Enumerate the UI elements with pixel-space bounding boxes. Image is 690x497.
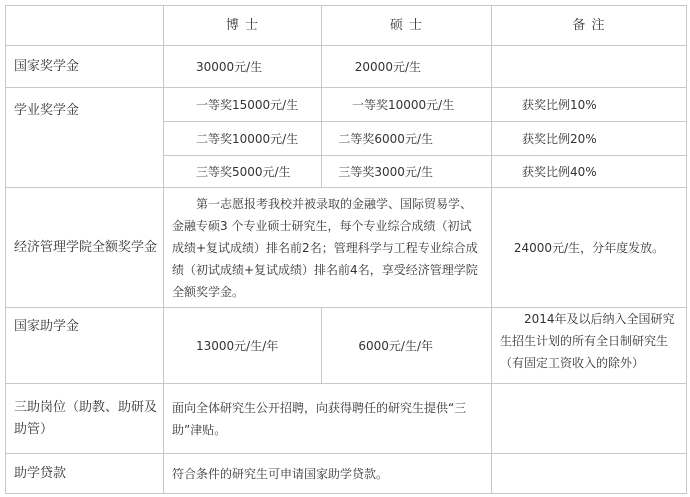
academic-scholarship-label: 学业奖学金 [6, 88, 164, 188]
econ-full-scholarship-label: 经济管理学院全额奖学金 [6, 188, 164, 308]
three-assistant-label: 三助岗位（助教、助研及助管） [6, 384, 164, 454]
academic-tier-1-note: 获奖比例10% [492, 88, 687, 122]
econ-full-scholarship-note: 24000元/生，分年度发放。 [492, 188, 687, 308]
table-header-row [6, 6, 687, 46]
header-master: 硕 士 [322, 6, 492, 46]
national-scholarship-label: 国家奖学金 [6, 46, 164, 88]
national-grant-phd: 13000元/生/年 [164, 308, 322, 384]
academic-tier-3-note: 获奖比例40% [492, 156, 687, 188]
national-scholarship-phd: 30000元/生 [164, 46, 322, 88]
academic-tier-3-phd: 三等奖5000元/生 [164, 156, 322, 188]
academic-tier-1-master: 一等奖10000元/生 [322, 88, 492, 122]
row-academic-tier-1 [6, 88, 687, 122]
funding-table-container [5, 5, 686, 493]
student-loan-note [492, 454, 687, 494]
funding-table [5, 5, 687, 494]
national-scholarship-note [492, 46, 687, 88]
row-student-loan [6, 454, 687, 494]
row-three-assistant [6, 384, 687, 454]
national-grant-note: 2014年及以后纳入全国研究生招生计划的所有全日制研究生（有固定工资收入的除外） [492, 308, 687, 384]
row-econ-full-scholarship [6, 188, 687, 308]
national-scholarship-master: 20000元/生 [322, 46, 492, 88]
academic-tier-2-phd: 二等奖10000元/生 [164, 122, 322, 156]
econ-full-scholarship-description: 第一志愿报考我校并被录取的金融学、国际贸易学、金融专硕3 个专业硕士研究生，每个专业综合成绩（初试成绩+复试成绩）排名前2名；管理科学与工程专业综合成绩（初试成绩+复试成绩）排名前4名，享受经济管理学院全额奖学金。 [164, 188, 492, 308]
academic-tier-1-phd: 一等奖15000元/生 [164, 88, 322, 122]
academic-tier-3-master: 三等奖3000元/生 [322, 156, 492, 188]
header-note: 备 注 [492, 6, 687, 46]
header-phd: 博 士 [164, 6, 322, 46]
national-grant-label: 国家助学金 [6, 308, 164, 384]
header-empty [6, 6, 164, 46]
academic-tier-2-note: 获奖比例20% [492, 122, 687, 156]
national-grant-master: 6000元/生/年 [322, 308, 492, 384]
three-assistant-note [492, 384, 687, 454]
student-loan-label: 助学贷款 [6, 454, 164, 494]
three-assistant-description: 面向全体研究生公开招聘，向获得聘任的研究生提供“三助”津贴。 [164, 384, 492, 454]
row-national-scholarship [6, 46, 687, 88]
row-national-grant [6, 308, 687, 384]
student-loan-description: 符合条件的研究生可申请国家助学贷款。 [164, 454, 492, 494]
academic-tier-2-master: 二等奖6000元/生 [322, 122, 492, 156]
